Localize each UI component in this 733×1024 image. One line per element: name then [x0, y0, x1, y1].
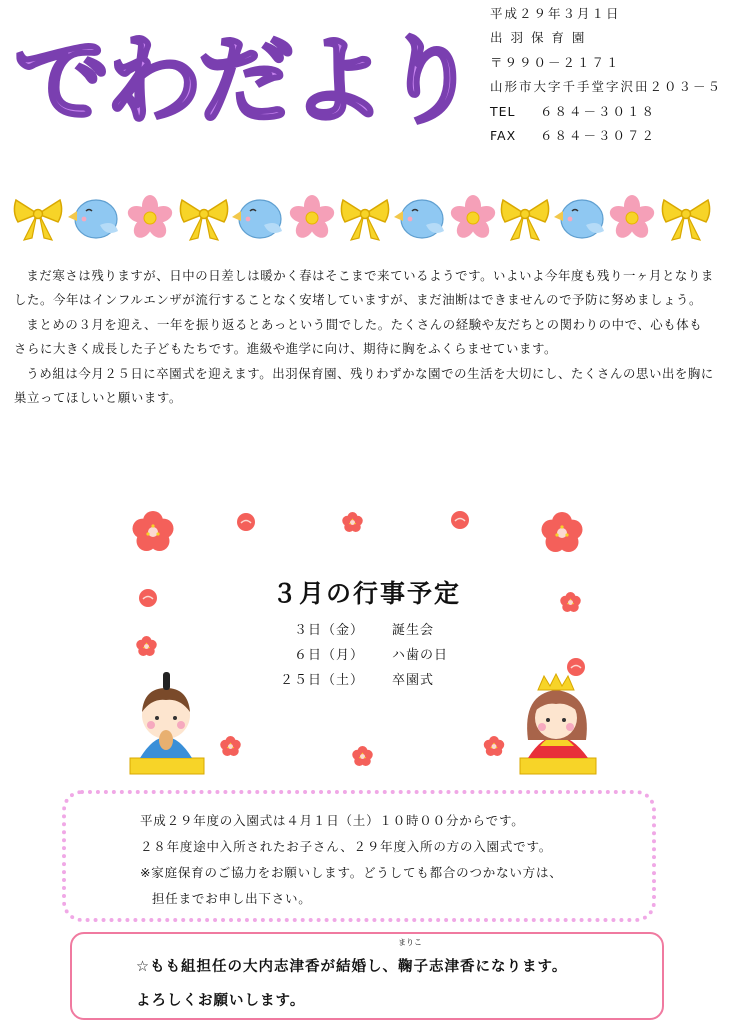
paragraph: うめ組は今月２５日に卒園式を迎えます。出羽保育園、残りわずかな園での生活を大切にし、たくさんの思い出を胸に巣立ってほしいと願います。: [14, 365, 714, 406]
bird-icon: [554, 200, 604, 238]
empress-doll-icon: [520, 674, 596, 774]
event-date: ２５日（土）: [279, 673, 364, 688]
ribbon-icon: [14, 200, 61, 240]
event-item: [252, 668, 448, 693]
tel-label: TEL: [490, 103, 516, 119]
header-info: [490, 2, 722, 148]
decoration-border: [8, 188, 720, 250]
flower-icon: [449, 195, 498, 241]
event-item: [252, 643, 448, 668]
notice-line: ２８年度途中入所されたお子さん、２９年度入所の方の入園式です。: [140, 839, 553, 854]
fax-number: ６８４－３０７２: [540, 128, 657, 144]
ribbon-icon: [180, 200, 227, 240]
ruby-name: [398, 938, 422, 984]
announcement-line: [136, 938, 568, 984]
greeting-text: [14, 264, 714, 410]
tel-number: ６８４－３０１８: [540, 103, 657, 119]
plum-flower-icon: [136, 636, 157, 656]
ribbon-icon: [501, 200, 548, 240]
fax-row: [490, 124, 722, 148]
address: 山形市大字千手堂字沢田２０３－５: [490, 79, 723, 95]
ribbon-icon: [341, 200, 388, 240]
notice-line: ※家庭保育のご協力をお願いします。どうしても都合のつかない方は、: [140, 865, 563, 880]
title-text: でわだより: [14, 25, 458, 137]
fax-label: FAX: [490, 128, 517, 144]
postal-code: 〒９９０－２１７１: [490, 54, 621, 70]
notice-line: 担任までお申し出下さい。: [152, 891, 312, 906]
tel-row: [490, 100, 722, 124]
newsletter-title: [8, 18, 458, 138]
plum-bud-icon: [567, 658, 585, 676]
flower-icon: [608, 195, 657, 241]
bird-icon: [68, 200, 118, 238]
event-date: ６日（月）: [293, 648, 364, 663]
ruby-reading: まりこ: [398, 938, 422, 947]
ruby-base: 鞠: [398, 959, 414, 975]
paragraph: まだ寒さは残りますが、日中の日差しは暖かく春はそこまで来ているようです。いよいよ今年度も残り一ヶ月となりました。今年はインフルエンザが流行することなく安堵していますが、まだ油断はできませんので予防に努めましょう。: [14, 268, 714, 308]
event-name: ハ歯の日: [392, 648, 449, 663]
plum-flower-icon: [220, 736, 241, 756]
notice-line: 平成２９年度の入園式は４月１日（土）１０時００分からです。: [140, 813, 525, 828]
paragraph: まとめの３月を迎え、一年を振り返るとあっという間でした。たくさんの経験や友だちとの関わりの中で、心も体もさらに大きく成長した子どもたちです。進級や進学に向け、期待に胸をふくらませています。: [14, 316, 703, 357]
plum-flower-icon: [542, 512, 583, 552]
emperor-doll-icon: [130, 672, 204, 774]
staff-announcement: [70, 932, 664, 1020]
announcement-line: よろしくお願いします。: [136, 993, 306, 1009]
plum-flower-icon: [484, 736, 505, 756]
ribbon-icon: [662, 200, 709, 240]
plum-flower-icon: [133, 511, 174, 551]
events-title: ３月の行事予定: [271, 579, 461, 608]
plum-flower-icon: [342, 512, 363, 532]
event-name: 卒園式: [392, 673, 435, 688]
plum-flower-icon: [352, 746, 373, 766]
announcement-text: 子志津香になります。: [413, 959, 568, 975]
events-list: [252, 618, 448, 693]
bird-icon: [232, 200, 282, 238]
event-item: [252, 618, 448, 643]
bird-icon: [394, 200, 444, 238]
flower-icon: [288, 195, 337, 241]
event-name: 誕生会: [392, 623, 435, 638]
event-date: ３日（金）: [293, 623, 364, 638]
flower-icon: [126, 195, 175, 241]
newsletter-title-art: [8, 18, 458, 138]
announcement-text: ☆もも組担任の大内志津香が結婚し、: [136, 959, 398, 975]
plum-bud-icon: [451, 511, 469, 529]
org-name: 出 羽 保 育 園: [490, 30, 587, 46]
entrance-ceremony-notice: [62, 790, 656, 922]
issue-date: 平成２９年３月１日: [490, 6, 621, 21]
decoration-row: [8, 188, 720, 250]
plum-bud-icon: [237, 513, 255, 531]
